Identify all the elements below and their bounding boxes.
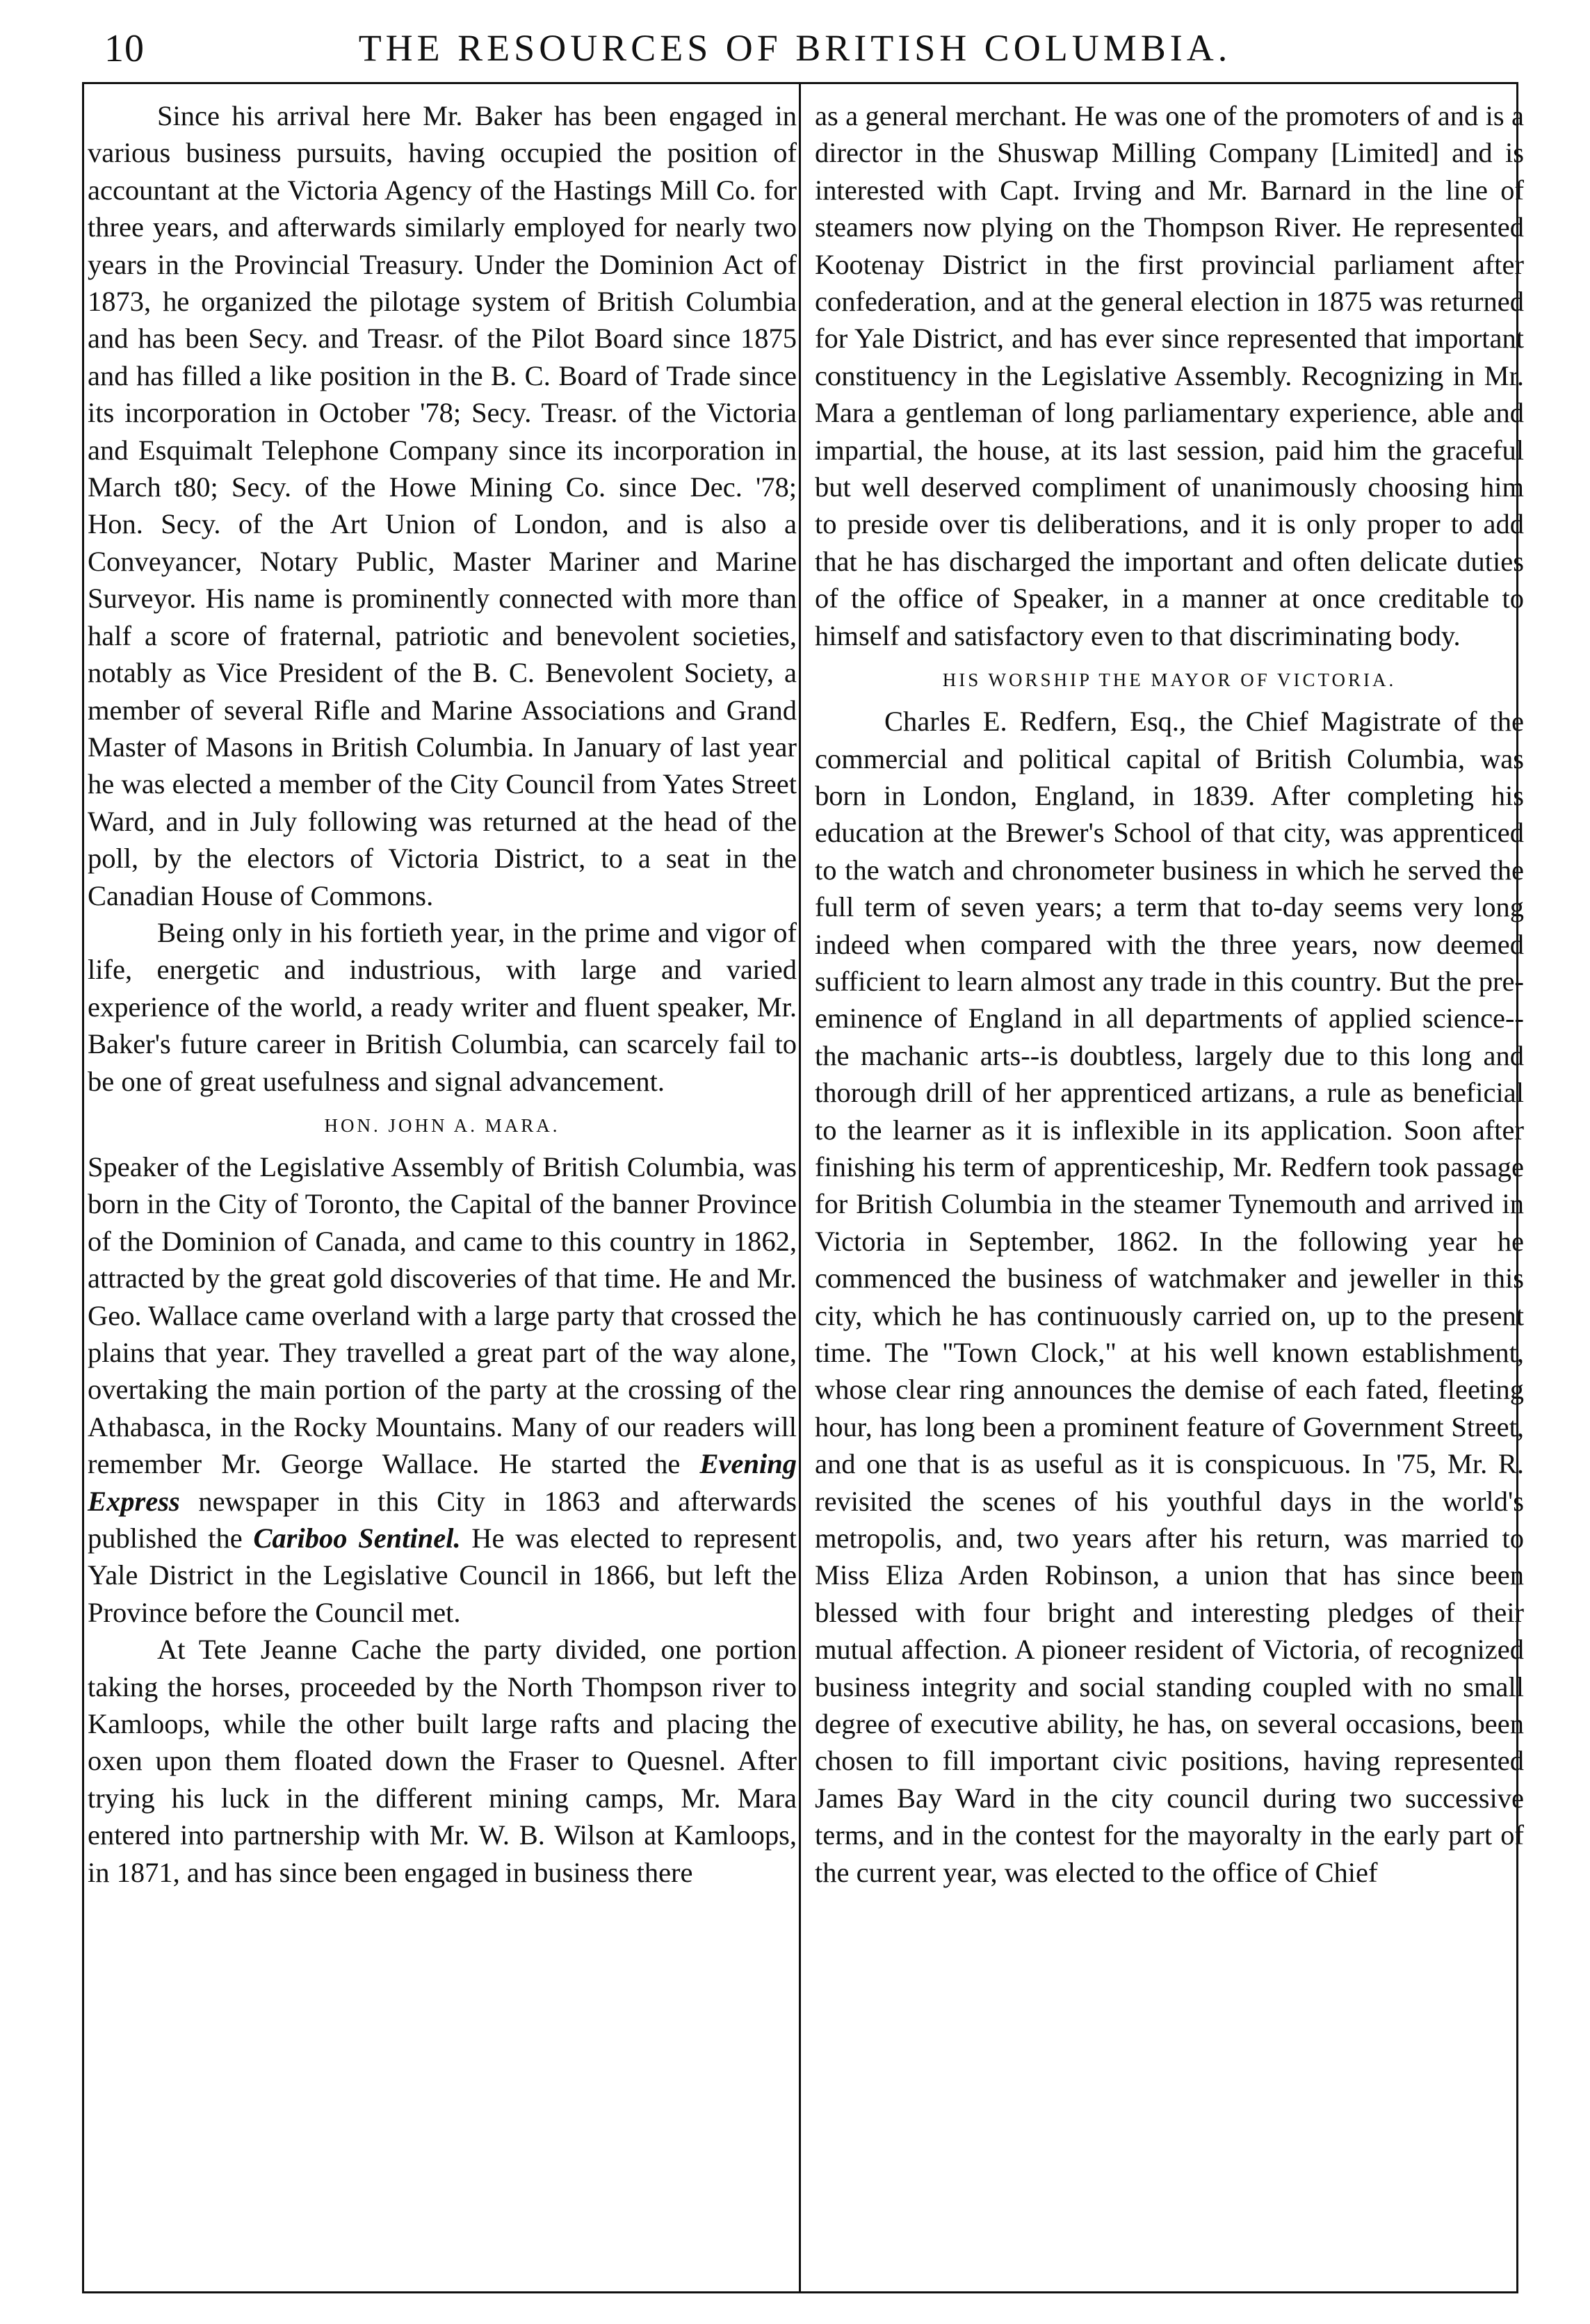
frame-bottom-rule (82, 2291, 1518, 2293)
paragraph: Charles E. Redfern, Esq., the Chief Magistrate of the commercial and political capital of British Columbia, was born in London, England, in 1839. After completing his education at the Brewer's School of that city, was apprenticed to the watch and chronometer business in which he served the full term of seven years; a term that to-day seems very long indeed when compared with the three years, now deemed sufficient to learn almost any trade in this country. But the pre-eminence of England in all departments of applied science--the machanic arts--is doubtless, largely due to this long and thorough drill of her apprenticed artizans, a rule as beneficial to the learner as it is inflexible in its application. Soon after finishing his term of apprenticeship, Mr. Redfern took passage for British Columbia in the steamer Tynemouth and arrived in Victoria in September, 1862. In the following year he commenced the business of watchmaker and jeweller in this city, which he has continuously carried on, up to the present time. The "Town Clock," at his well known establishment, whose clear ring announces the demise of each fated, fleeting hour, has long been a prominent feature of Government Street, and one that is as useful as it is conspicuous. In '75, Mr. R. revisited the scenes of his youthful days in the world's metropolis, and, two years after his return, was married to Miss Eliza Arden Robinson, a union that has since been blessed with four bright and interesting pledges of their mutual affection. A pioneer resident of Victoria, of recognized business integrity and social standing coupled with no small degree of executive ability, he has, on several occasions, been chosen to fill important civic positions, having represented James Bay Ward in the city council during two successive terms, and in the contest for the mayoralty in the early part of the current year, was elected to the office of Chief (815, 706, 1524, 1888)
page-number: 10 (104, 27, 145, 70)
section-heading-mayor: HIS WORSHIP THE MAYOR OF VICTORIA. (942, 669, 1397, 691)
paragraph (88, 1148, 797, 1631)
paragraph: Since his arrival here Mr. Baker has been engaged in various business pursuits, having occupied the position of accountant at the Victoria Agency of the Hastings Mill Co. for three years, and afterwards similarly employed for nearly two years in the Provincial Treasury. Under the Dominion Act of 1873, he organized the pilotage system of British Columbia and has been Secy. and Treasr. of the Pilot Board since 1875 and has filled a like position in the B. C. Board of Trade since its incorporation in October '78; Secy. Treasr. of the Victoria and Esquimalt Telephone Company since its incorporation in March t80; Secy. of the Howe Mining Co. since Dec. '78; Hon. Secy. of the Art Union of London, and is also a Conveyancer, Notary Public, Master Mariner and Marine Surveyor. His name is prominently connected with more than half a score of fraternal, patriotic and benevolent societies, notably as Vice President of the B. C. Benevolent Society, a member of several Rifle and Marine Associations and Grand Master of Masons in British Columbia. In January of last year he was elected a member of the City Council from Yates Street Ward, and in July following was returned at the head of the poll, by the electors of Victoria District, to a seat in the Canadian House of Commons. (88, 100, 797, 911)
column-divider (799, 83, 801, 2291)
newspaper-title: Cariboo Sentinel. (253, 1522, 461, 1554)
paragraph: Being only in his fortieth year, in the prime and vigor of life, energetic and industrious, with large and varied experience of the world, a ready writer and fluent speaker, Mr. Baker's future career in British Columbia, can scarcely fail to be one of great usefulness and signal advancement. (88, 916, 797, 1097)
paragraph: as a general merchant. He was one of the promoters of and is a director in the Shuswap Milling Company [Limited] and is interested with Capt. Irving and Mr. Barnard in the line of steamers now plying on the Thompson River. He represented Kootenay District in the first provincial parliament after confederation, and at the general election in 1875 was returned for Yale District, and has ever since represented that important constituency in the Legislative Assembly. Recognizing in Mr. Mara a gentleman of long parliamentary experience, able and impartial, the house, at its last session, paid him the graceful but well deserved compliment of unanimously choosing him to preside over tis deliberations, and it is only proper to add that he has discharged the important and often delicate duties of the office of Speaker, in a manner at once creditable to himself and satisfactory even to that discriminating body. (815, 100, 1524, 651)
text-run: He was elected to represent Yale District in the Legislative Council in 1866, but left the Province before the Council met. (88, 1522, 797, 1628)
text-run: newspaper in this City in 1863 and afterwards published the (88, 1485, 797, 1554)
section-heading-mara: HON. JOHN A. MARA. (324, 1114, 560, 1136)
page-header (76, 26, 1514, 89)
right-column (815, 97, 1524, 1891)
paragraph: At Tete Jeanne Cache the party divided, one portion taking the horses, proceeded by the North Thompson river to Kamloops, while the other built large rafts and placing the oxen upon them floated down the Fraser to Quesnel. After trying his luck in the different mining camps, Mr. Mara entered into partnership with Mr. W. B. Wilson at Kamloops, in 1871, and has since been engaged in business there (88, 1634, 797, 1888)
newspaper-title: Evening Express (88, 1448, 797, 1517)
running-head: THE RESOURCES OF BRITISH COLUMBIA. (358, 27, 1232, 69)
text-run: Speaker of the Legislative Assembly of British Columbia, was born in the City of Toronto, the Capital of the banner Province of the Dominion of Canada, and came to this country in 1862, attracted by the great gold discoveries of that time. He and Mr. Geo. Wallace came overland with a large party that crossed the plains that year. They travelled a great part of the way alone, overtaking the main portion of the party at the crossing of the Athabasca, in the Rocky Mountains. Many of our readers will remember Mr. George Wallace. He started the (88, 1151, 797, 1480)
left-column (88, 97, 797, 1891)
